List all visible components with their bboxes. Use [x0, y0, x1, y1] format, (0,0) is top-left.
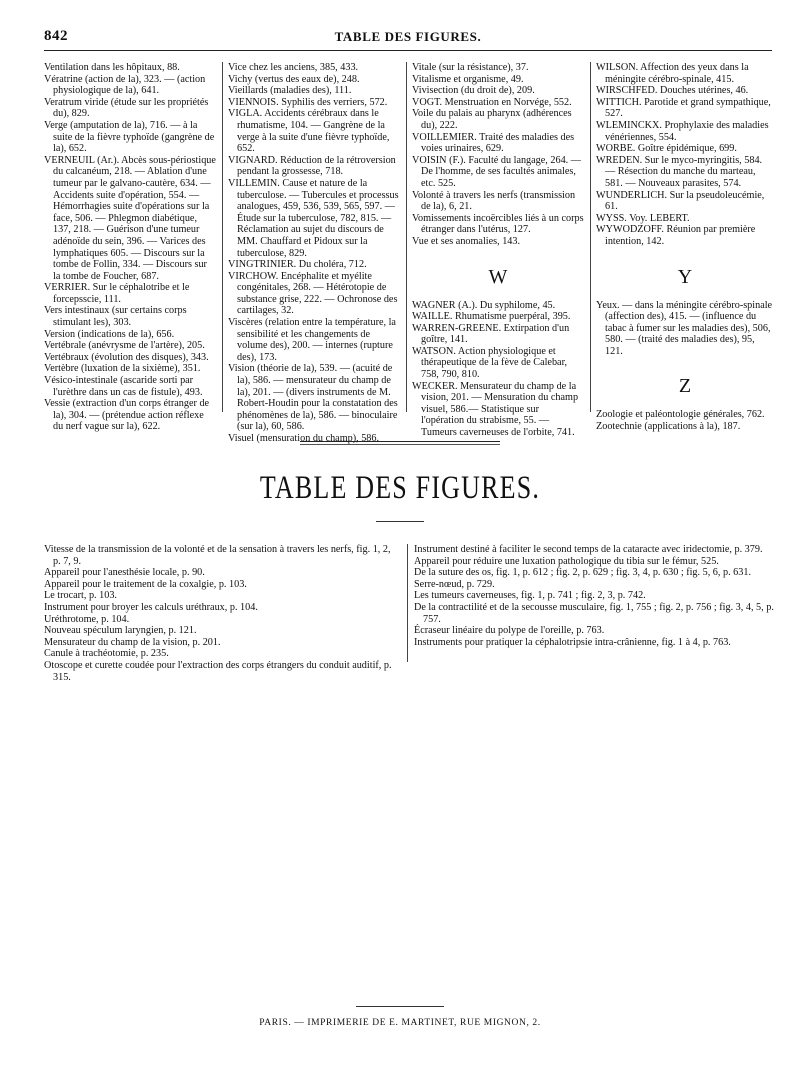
index-entry: Vision (théorie de la), 539. — (acuité de la), 586. — mensurateur du champ de la), 201. — (divers instruments de M. Robert-Houdin pour la constatation des phénomènes de la), 586. — binoculaire (sur la), 60, 586.	[228, 363, 398, 433]
footer-rule	[356, 1006, 444, 1007]
index-entry: VIENNOIS. Syphilis des verriers, 572.	[228, 96, 388, 108]
figure-entry: Canule à trachéotomie, p. 235.	[44, 648, 169, 660]
index-entry: WAILLE. Rhumatisme puerpéral, 395.	[412, 311, 571, 323]
figures-column-left	[44, 544, 400, 704]
index-entry: VILLEMIN. Cause et nature de la tuberculose. — Tubercules et processus analogues, 459, 536, 539, 565, 597. — Étude sur la tuberculose, 782, 815. — Réclamation au sujet du discours de MM. Chauffard et Pidoux sur la tuberculose, 829.	[228, 177, 399, 259]
index-entry: WREDEN. Sur le myco-myringitis, 584. — Résection du manche du marteau, 581. — Nouveaux parasites, 574.	[596, 154, 763, 189]
running-title: TABLE DES FIGURES.	[334, 29, 482, 44]
index-entry: Vivisection (du droit de), 209.	[412, 85, 535, 97]
index-entry: WILSON. Affection des yeux dans la méningite cérébro-spinale, 415.	[596, 62, 749, 85]
figure-entry: Vitesse de la transmission de la volonté et de la sensation à travers les nerfs, fig. 1, 2, p. 7, 9.	[44, 544, 391, 567]
section-letter: W	[488, 265, 508, 288]
index-entry: VOGT. Menstruation en Norvége, 552.	[412, 96, 572, 108]
figure-entry: De la suture des os, fig. 1, p. 612 ; fig. 2, p. 629 ; fig. 3, 4, p. 630 ; fig. 5, 6, p. 631.	[414, 567, 752, 579]
index-entry: WITTICH. Parotide et grand sympathique, 527.	[596, 96, 771, 120]
index-entry: Zoologie et paléontologie générales, 762.	[596, 409, 765, 421]
index-entry: WIRSCHFED. Douches utérines, 46.	[596, 85, 749, 97]
alphabetical-index	[44, 62, 774, 444]
index-entry: Vertèbre (luxation de la sixième), 351.	[44, 363, 201, 375]
index-entry: WYSS. Voy. LEBERT.	[596, 212, 690, 224]
figure-entry: Instrument destiné à faciliter le second temps de la cataracte avec iridectomie, p. 379.	[414, 544, 763, 555]
index-entry: VIRCHOW. Encéphalite et myélite congénitales, 268. — Hétérotopie de substance grise, 222. — Ochronose des cartilages, 32.	[228, 270, 398, 317]
column-divider	[222, 62, 223, 412]
figure-entry: Les tumeurs caverneuses, fig. 1, p. 741 ; fig. 2, 3, p. 742.	[414, 590, 646, 602]
index-entry: WATSON. Action physiologique et thérapeutique de la fève de Calebar, 758, 790, 810.	[412, 345, 568, 381]
figure-entry: Instruments pour pratiquer la céphalotripsie intra-crânienne, fig. 1 à 4, p. 763.	[414, 636, 731, 648]
section-separator	[300, 441, 500, 442]
index-column-2	[228, 62, 400, 444]
index-column-1	[44, 62, 216, 433]
figure-entry: Mensurateur du champ de la vision, p. 201.	[44, 636, 221, 648]
page-number: 842	[44, 28, 68, 44]
figure-entry: Nouveau spéculum laryngien, p. 121.	[44, 625, 197, 637]
index-entry: Vice chez les anciens, 385, 433.	[228, 62, 359, 73]
index-entry: Vésico-intestinale (ascaride sorti par l'urèthre dans un cas de fistule), 493.	[44, 375, 203, 398]
index-entry: WECKER. Mensurateur du champ de la vision, 201. — Mensuration du champ visuel, 586.— Statistique sur l'opération du strabisme, 55. — Tumeurs caverneuses de l'orbite, 741.	[412, 380, 579, 439]
index-entry: Vichy (vertus des eaux de), 248.	[228, 73, 360, 85]
index-entry: Vitale (sur la résistance), 37.	[412, 62, 529, 73]
index-entry: Volonté à travers les nerfs (transmission de la), 6, 21.	[412, 189, 576, 213]
section-letter: Y	[677, 265, 693, 288]
index-entry: Vertébrale (anévrysme de l'artère), 205.	[44, 340, 205, 352]
figure-entry: De la contractilité et de la secousse musculaire, fig. 1, 755 ; fig. 2, p. 756 ; fig. 3, 4, 5, p. 757.	[414, 601, 774, 625]
index-entry: VOILLEMIER. Traité des maladies des voies urinaires, 629.	[412, 131, 575, 155]
index-entry: Vieillards (maladies des), 111.	[228, 85, 352, 97]
figure-entry: Appareil pour l'anesthésie locale, p. 90.	[44, 567, 205, 579]
index-entry: Version (indications de la), 656.	[44, 328, 175, 340]
figure-entry: Le trocart, p. 103.	[44, 590, 117, 602]
index-entry: Voile du palais au pharynx (adhérences du), 222.	[412, 108, 572, 131]
figure-entry: Écraseur linéaire du polype de l'oreille, p. 763.	[414, 625, 605, 637]
index-entry: WAGNER (A.). Du syphilome, 45.	[412, 299, 556, 311]
index-entry: Verge (amputation de la), 716. — à la suite de la fièvre typhoïde (gangrène de la), 652.	[44, 119, 215, 155]
index-entry: Vessie (extraction d'un corps étranger de la), 304. — (prétendue action réflexe du nerf vague sur la), 622.	[44, 398, 210, 433]
column-divider	[590, 62, 591, 412]
figures-column-right	[414, 544, 774, 704]
column-divider	[407, 544, 408, 662]
index-entry: WLEMINCKX. Prophylaxie des maladies vénériennes, 554.	[596, 119, 769, 143]
figures-list	[44, 544, 774, 704]
index-entry: Zootechnie (applications à la), 187.	[596, 421, 741, 433]
index-entry: WYWODZOFF. Réunion par première intention, 142.	[596, 224, 756, 247]
index-entry: Vitalisme et organisme, 49.	[412, 73, 524, 85]
figure-entry: Appareil pour le traitement de la coxalgie, p. 103.	[44, 578, 247, 590]
figure-entry: Uréthrotome, p. 104.	[44, 613, 130, 625]
index-entry: VERRIER. Sur le céphalotribe et le forcepsscie, 111.	[44, 282, 190, 305]
figure-entry: Instrument pour broyer les calculs uréthraux, p. 104.	[44, 601, 258, 613]
index-entry: Visuel (mensuration du champ), 586.	[228, 433, 380, 444]
index-entry: WUNDERLICH. Sur la pseudoleucémie, 61.	[596, 189, 765, 213]
index-entry: VERNEUIL (Ar.). Abcès sous-périostique du calcanéum, 218. — Ablation d'une tumeur par le galvano-cautère, 634. — Accidents suite d'opération, 554. — Hémorrhagies suite d'opérations sur la face, 506. — Phlegmon diabétique, 137, 218. — Guérison d'une tumeur adénoïde du sein, 396. — Varices des lymphatiques 605. — Discours sur la tombe de Follin, 334. — Discours sur la tombe de Foucher, 687.	[44, 154, 216, 282]
index-entry: WARREN-GREENE. Extirpation d'un goître, 141.	[412, 322, 570, 346]
column-divider	[406, 62, 407, 412]
index-entry: Viscères (relation entre la température, la sensibilité et les changements de volume des), 200. — internes (rupture des), 173.	[228, 317, 396, 363]
running-header	[44, 28, 772, 51]
section-title: TABLE DES FIGURES.	[259, 469, 541, 506]
index-entry: Vertébraux (évolution des disques), 343.	[44, 351, 209, 363]
title-underline	[376, 521, 424, 522]
index-entry: Vératrine (action de la), 323. — (action physiologique de la), 641.	[44, 73, 206, 97]
figure-entry: Serre-nœud, p. 729.	[414, 578, 495, 590]
figure-entry: Appareil pour réduire une luxation pathologique du tibia sur le fémur, 525.	[414, 555, 719, 567]
index-entry: Veratrum viride (étude sur les propriétés du), 829.	[44, 96, 209, 120]
section-letter: Z	[678, 375, 692, 398]
index-entry: WORBE. Goître épidémique, 699.	[596, 143, 737, 155]
index-entry: Yeux. — dans la méningite cérébro-spinale (affection des), 415. — (influence du tabac à fumer sur les maladies des), 506, 580. — (traité des maladies des), 95, 121.	[596, 299, 773, 357]
figure-entry: Otoscope et curette coudée pour l'extraction des corps étrangers du conduit auditif, p. 315.	[44, 659, 392, 683]
index-entry: Vue et ses anomalies, 143.	[412, 235, 521, 247]
index-column-4	[596, 62, 774, 433]
printer-imprint: PARIS. — IMPRIMERIE DE E. MARTINET, RUE MIGNON, 2.	[259, 1018, 541, 1028]
index-entry: Vers intestinaux (sur certains corps stimulant les), 303.	[44, 305, 187, 329]
index-entry: Vomissements incoërcibles liés à un corps étranger dans l'utérus, 127.	[412, 212, 584, 236]
index-entry: VINGTRINIER. Du choléra, 712.	[228, 259, 367, 271]
index-column-3	[412, 62, 584, 439]
index-entry: Ventilation dans les hôpitaux, 88.	[44, 62, 180, 73]
index-entry: VIGNARD. Réduction de la rétroversion pendant la grossesse, 718.	[228, 154, 396, 178]
index-entry: VOISIN (F.). Faculté du langage, 264. — De l'homme, de ses facultés animales, etc. 525.	[412, 154, 581, 189]
index-entry: VIGLA. Accidents cérébraux dans le rhumatisme, 104. — Gangrène de la verge à la suite d'une fièvre typhoïde, 652.	[228, 108, 390, 155]
